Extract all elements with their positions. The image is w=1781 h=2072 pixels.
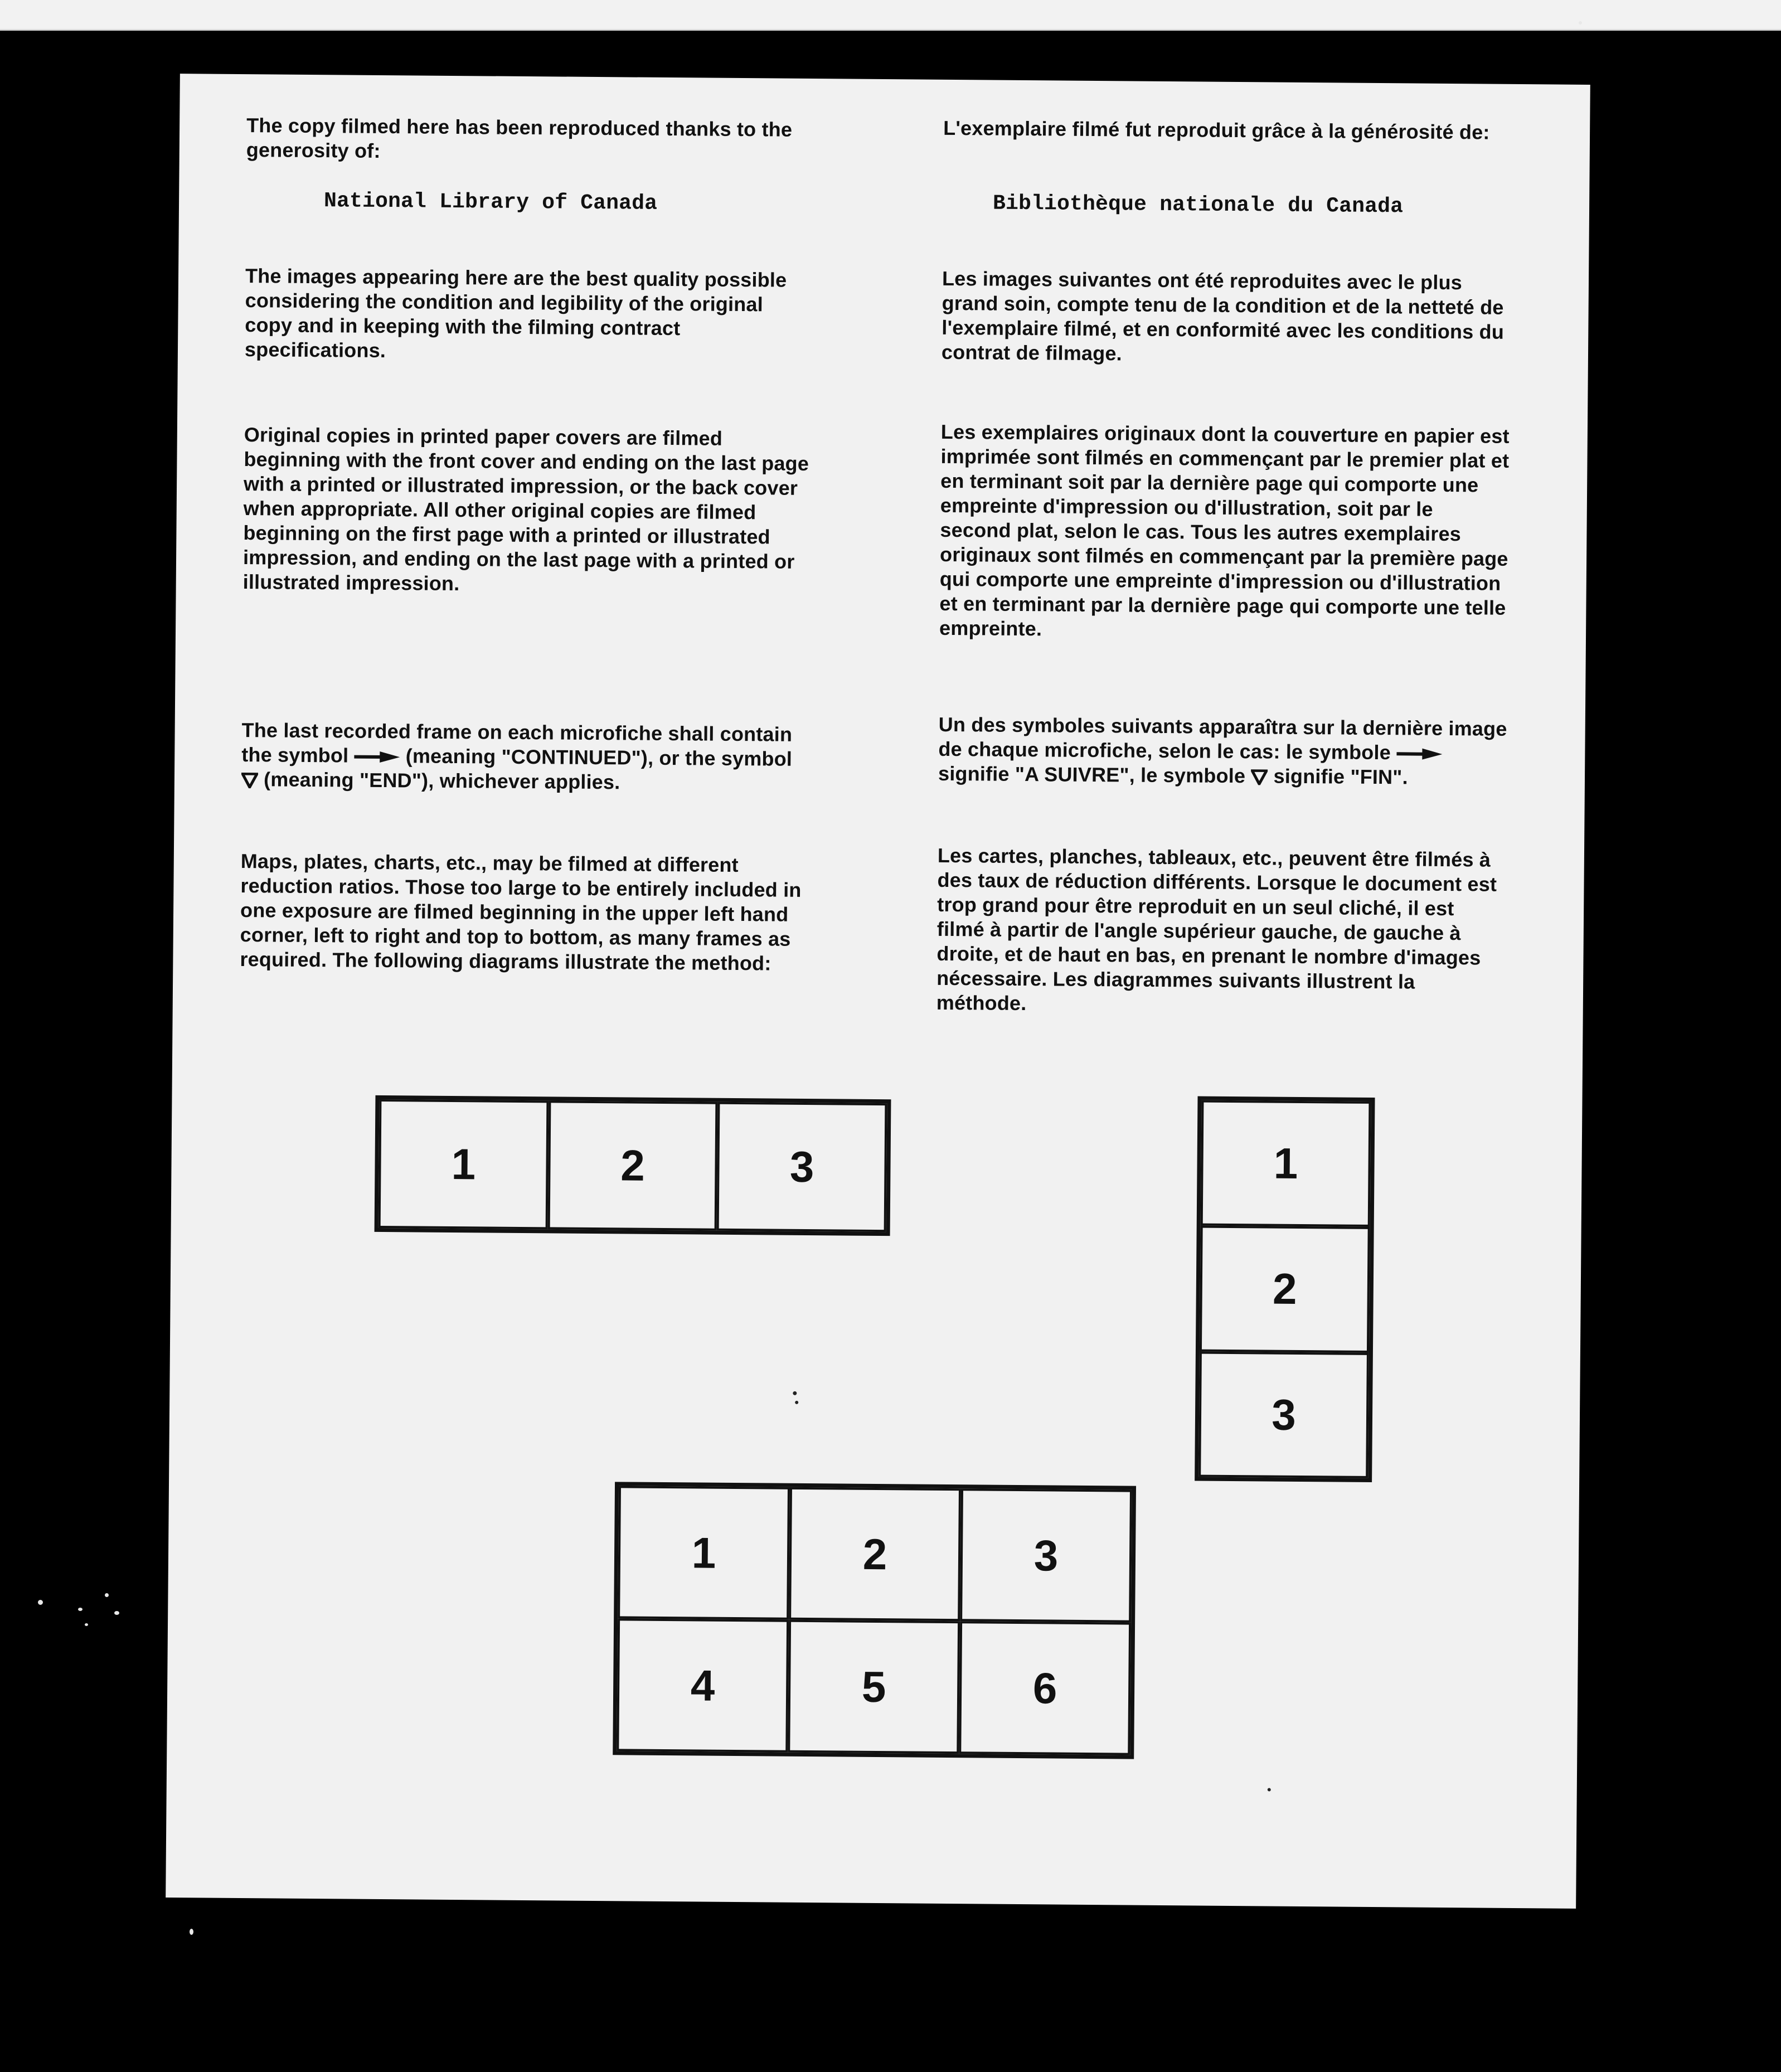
frame-cell: 2: [547, 1100, 717, 1230]
maps-paragraph-fr: Les cartes, planches, tableaux, etc., peuvent être filmés à des taux de réduction différents. Lorsque le document est trop grand pour être reproduit en un seul cliché, il est filmé à partir de l'angle supérieur gauche, de gauche à droite, et de haut en bas, en prenant le nombre d'images nécessaire. Les diagrammes suivants illustrent la méthode.: [936, 843, 1497, 1015]
document-page: [166, 74, 1590, 1909]
frame-cell: 1: [1201, 1100, 1371, 1227]
left-originals-block: [243, 423, 813, 599]
ink-speck: [1268, 1788, 1271, 1792]
frame-symbol-paragraph-fr: [938, 712, 1507, 790]
frame-cell: 4: [617, 1618, 789, 1752]
down-triangle-icon: [241, 773, 258, 789]
frame-cell: 3: [1198, 1351, 1369, 1478]
right-institution-block: [943, 191, 1511, 220]
frame-cell: 1: [618, 1486, 790, 1619]
quality-paragraph: The images appearing here are the best quality possible considering the condition and legibility of the original copy and in keeping with the filming contract specifications.: [244, 264, 787, 362]
ink-speck: [795, 1401, 798, 1404]
frame-cell: 2: [1200, 1226, 1370, 1353]
frame-cell: 1: [378, 1099, 549, 1229]
institution-name-fr: Bibliothèque nationale du Canada: [992, 191, 1404, 219]
institution-name: National Library of Canada: [323, 189, 658, 216]
frame-cell: 5: [788, 1620, 960, 1754]
down-triangle-icon: [1251, 770, 1268, 785]
right-originals-block: [939, 420, 1510, 645]
quality-paragraph-fr: Les images suivantes ont été reproduites avec le plus grand soin, compte tenu de la condition et de la netteté de l'exemplaire filmé, et en conformité avec les conditions du contrat de filmage.: [941, 266, 1505, 365]
frame-cell: 2: [789, 1487, 961, 1621]
frame-symbol-paragraph: [241, 718, 811, 796]
diagram-vertical-three-frames: [1195, 1096, 1375, 1482]
left-maps-block: [240, 849, 809, 976]
ink-speck: [793, 1391, 797, 1395]
right-frame-block: [938, 712, 1507, 790]
right-arrow-icon: [1396, 748, 1442, 761]
frame-text-fr-part-1: Un des symboles suivants apparaîtra sur la dernière image de chaque microfiche, selon le cas: le symbole: [938, 712, 1507, 764]
film-speck: [105, 1593, 109, 1597]
diagram-six-frame-grid: [613, 1482, 1136, 1759]
frame-text-part-3: (meaning "END"), whichever applies.: [263, 768, 620, 794]
frame-text-part-1: The last recorded frame on each microfiche shall contain the symbol: [241, 719, 793, 767]
right-quality-block: [942, 266, 1511, 369]
film-speck: [85, 1623, 88, 1626]
right-maps-block: [936, 843, 1506, 1020]
film-speck: [78, 1608, 83, 1611]
thanks-text-fr: L'exemplaire filmé fut reproduit grâce à la générosité de:: [943, 116, 1490, 144]
left-column: [246, 113, 816, 167]
film-speck: [38, 1600, 43, 1605]
maps-paragraph: Maps, plates, charts, etc., may be filmed at different reduction ratios. Those too large to be entirely included in one exposure are filmed beginning in the upper left hand corner, left to right and top to bottom, as many frames as required. The following diagrams illustrate the method:: [240, 850, 802, 975]
frame-cell: 6: [959, 1621, 1131, 1755]
diagram-horizontal-three-frames: [375, 1095, 891, 1236]
film-speck: [190, 1929, 193, 1935]
left-frame-block: [241, 718, 811, 796]
thanks-text: The copy filmed here has been reproduced thanks to the generosity of:: [246, 114, 793, 162]
frame-cell: 3: [960, 1488, 1132, 1622]
film-speck: [1579, 21, 1582, 25]
frame-text-fr-part-3: signifie "FIN".: [1273, 764, 1408, 789]
film-speck: [114, 1611, 119, 1615]
left-quality-block: [245, 264, 814, 366]
right-column: [943, 116, 1512, 145]
frame-text-fr-part-2: signifie "A SUIVRE", le symbole: [938, 761, 1246, 788]
originals-paragraph-fr: Les exemplaires originaux dont la couverture en papier est imprimée sont filmés en commençant par le premier plat et en terminant soit par la dernière page qui comporte une empreinte d'impression ou d'illustration, soit par le second plat, selon le cas. Tous les autres exemplaires originaux sont filmés en commençant par la première page qui comporte une empreinte d'impression ou d'illustration et en terminant par la dernière page qui comporte une telle empreinte.: [939, 420, 1510, 640]
right-arrow-icon: [354, 751, 400, 764]
frame-text-part-2: (meaning "CONTINUED"), or the symbol: [405, 744, 793, 770]
frame-cell: 3: [717, 1102, 887, 1232]
left-institution-block: [246, 188, 814, 217]
film-edge-strip: [0, 0, 1781, 31]
originals-paragraph: Original copies in printed paper covers are filmed beginning with the front cover and ending on the last page with a printed or illustrated impression, or the back cover when appropriate. All other original copies are filmed beginning on the first page with a printed or illustrated impression, and ending on the last page with a printed or illustrated impression.: [242, 423, 809, 595]
